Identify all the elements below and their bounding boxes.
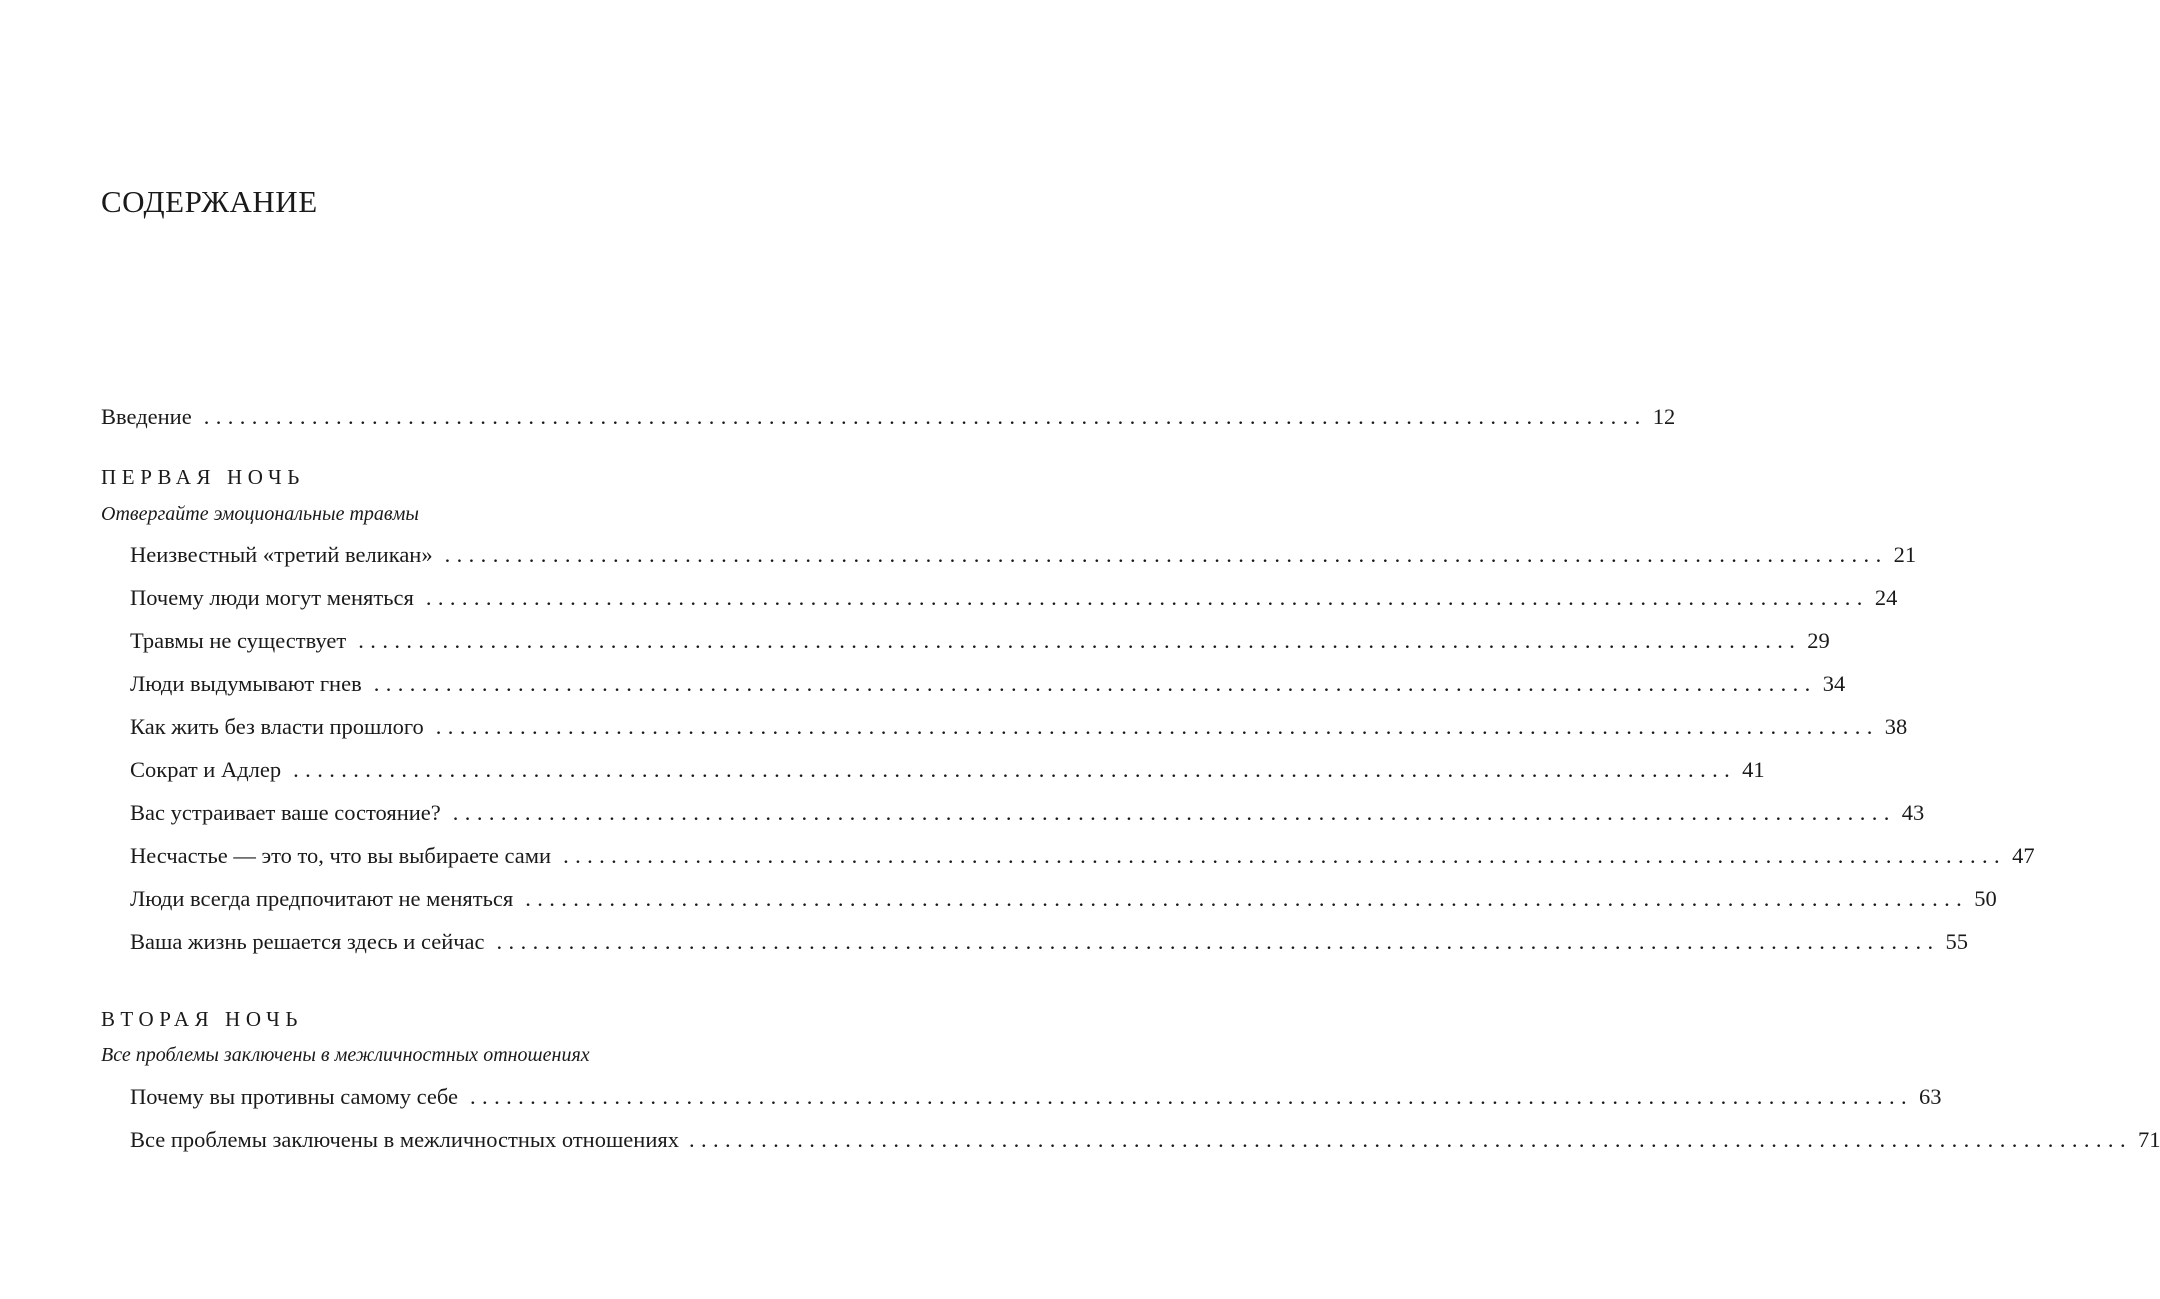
- part-subtitle-second-night: Все проблемы заключены в межличностных отношениях: [101, 1044, 590, 1066]
- part-heading-first-night: ПЕРВАЯ НОЧЬ: [101, 465, 305, 489]
- toc-entry-page: 38: [1884, 714, 1908, 739]
- toc-entry-page: 34: [1822, 671, 1846, 696]
- part-heading-second-night: ВТОРАЯ НОЧЬ: [101, 1007, 303, 1031]
- page-title: СОДЕРЖАНИЕ: [101, 184, 318, 219]
- dot-leader: ........................................................................................................................: [563, 843, 2007, 868]
- toc-entry-page: 24: [1874, 585, 1898, 610]
- dot-leader: ........................................................................................................................: [425, 585, 1869, 610]
- toc-entry[interactable]: [130, 1084, 1942, 1109]
- toc-entry[interactable]: [130, 628, 1830, 653]
- toc-entry-label: Введение: [101, 404, 192, 429]
- toc-entry[interactable]: [130, 843, 2035, 868]
- toc-entry-page: 43: [1901, 800, 1925, 825]
- toc-entry-page: 12: [1652, 404, 1676, 429]
- dot-leader: ........................................................................................................................: [203, 404, 1647, 429]
- toc-entry-label: Люди всегда предпочитают не меняться: [130, 886, 514, 911]
- dot-leader: ........................................................................................................................: [435, 714, 1879, 739]
- toc-entry-page: 71: [2137, 1127, 2160, 1152]
- dot-leader: ........................................................................................................................: [373, 671, 1817, 696]
- toc-entry-introduction[interactable]: [101, 404, 1676, 429]
- toc-entry[interactable]: [130, 929, 1969, 954]
- toc-entry-label: Неизвестный «третий великан»: [130, 542, 433, 567]
- toc-entry-label: Как жить без власти прошлого: [130, 714, 424, 739]
- toc-entry-page: 63: [1919, 1084, 1942, 1109]
- dot-leader: ........................................................................................................................: [496, 929, 1940, 954]
- toc-entry-page: 21: [1893, 542, 1917, 567]
- dot-leader: ........................................................................................................................: [358, 628, 1802, 653]
- dot-leader: ........................................................................................................................: [470, 1084, 1914, 1109]
- toc-entry-page: 55: [1945, 929, 1969, 954]
- toc-entry-label: Травмы не существует: [130, 628, 347, 653]
- dot-leader: ........................................................................................................................: [444, 542, 1888, 567]
- toc-entry[interactable]: [130, 1127, 2160, 1152]
- toc-entry-label: Почему вы противны самому себе: [130, 1084, 459, 1109]
- toc-entry-page: 47: [2012, 843, 2035, 868]
- toc-entry-label: Несчастье — это то, что вы выбираете сами: [130, 843, 552, 868]
- toc-entry[interactable]: [130, 714, 1908, 739]
- toc-entry-label: Вас устраивает ваше состояние?: [130, 800, 441, 825]
- toc-entry[interactable]: [130, 757, 1765, 782]
- dot-leader: ........................................................................................................................: [688, 1127, 2132, 1152]
- dot-leader: ........................................................................................................................: [525, 886, 1969, 911]
- toc-entry-label: Почему люди могут меняться: [130, 585, 414, 610]
- toc-entry-page: 29: [1807, 628, 1830, 653]
- toc-entry-label: Люди выдумывают гнев: [130, 671, 362, 696]
- toc-entry[interactable]: [130, 542, 1917, 567]
- toc-entry-label: Все проблемы заключены в межличностных отношениях: [130, 1127, 679, 1152]
- toc-entry[interactable]: [130, 886, 1997, 911]
- part-subtitle-first-night: Отвергайте эмоциональные травмы: [101, 503, 419, 525]
- toc-entry-page: 50: [1974, 886, 1997, 911]
- toc-entry[interactable]: [130, 800, 1925, 825]
- toc-entry-page: 41: [1742, 757, 1765, 782]
- toc-entry[interactable]: [130, 585, 1898, 610]
- toc-entry-label: Ваша жизнь решается здесь и сейчас: [130, 929, 485, 954]
- toc-entry-label: Сократ и Адлер: [130, 757, 282, 782]
- dot-leader: ........................................................................................................................: [293, 757, 1737, 782]
- dot-leader: ........................................................................................................................: [452, 800, 1896, 825]
- toc-entry[interactable]: [130, 671, 1846, 696]
